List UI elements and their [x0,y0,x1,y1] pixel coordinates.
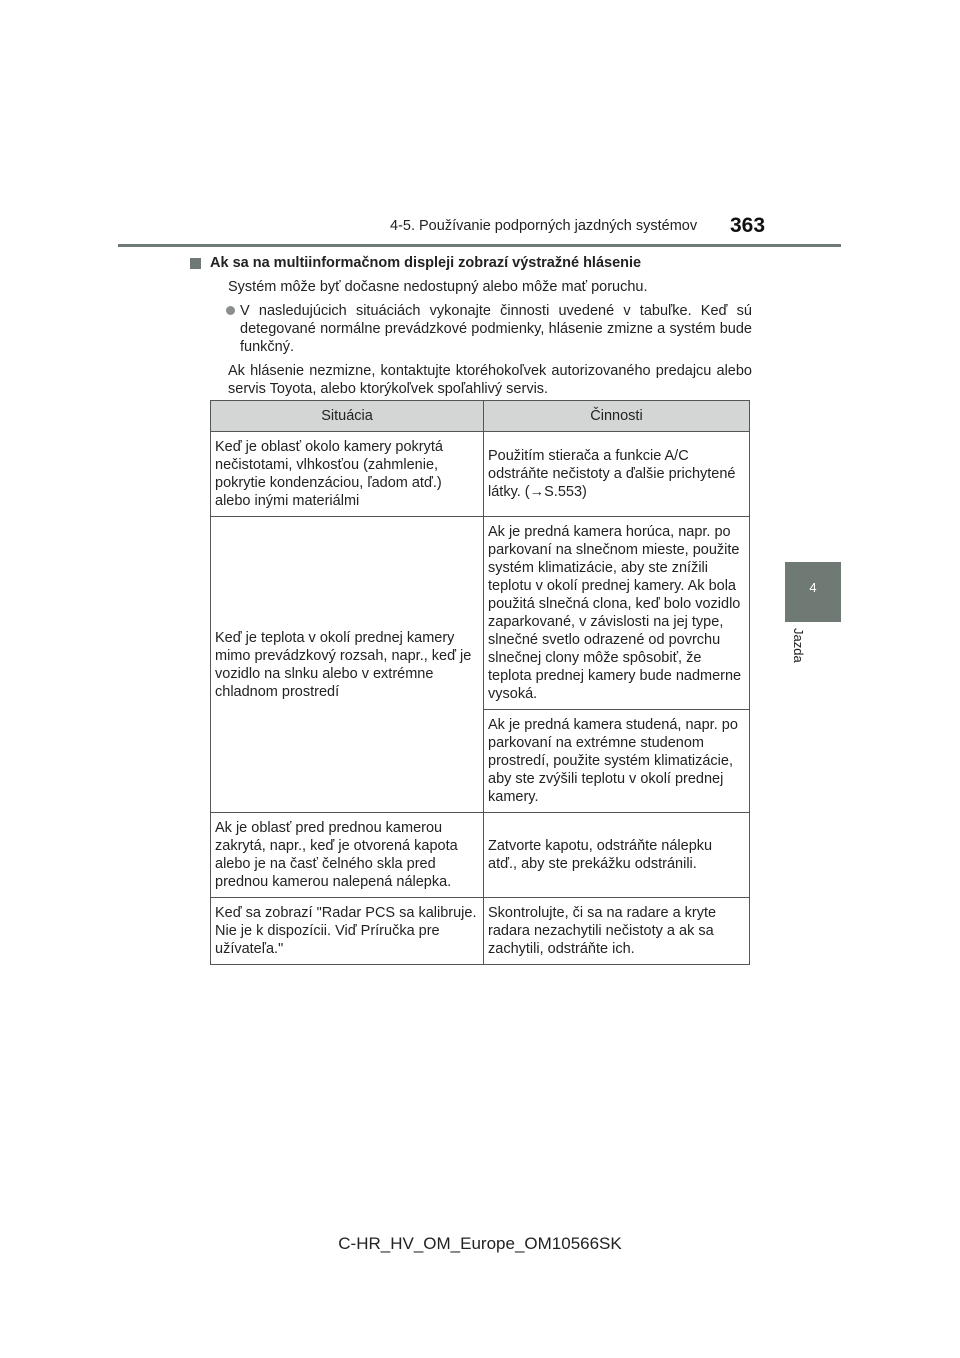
header-situation: Situácia [211,401,484,432]
warning-table [210,400,750,965]
table-row [211,898,750,965]
situation-cell: Keď je oblasť okolo kamery pokrytá nečistotami, vlhkosťou (zahmlenie, pokrytie kondenzáciou, ľadom atď.) alebo inými materiálmi [211,432,484,517]
header-actions: Činnosti [484,401,750,432]
bullet-item [210,302,752,356]
action-cell: Skontrolujte, či sa na radare a kryte radara nezachytili nečistoty a ak sa zachytili, odstráňte ich. [484,898,750,965]
situation-cell: Keď je teplota v okolí prednej kamery mimo prevádzkový rozsah, napr., keď je vozidlo na slnku alebo v extrémne chladnom prostredí [211,517,484,813]
chapter-number: 4 [809,580,817,595]
note-text: Ak hlásenie nezmizne, kontaktujte ktoréhokoľvek autorizovaného predajcu alebo servis Toyota, alebo ktorýkoľvek spoľahlivý servis. [228,363,752,397]
intro-text: Systém môže byť dočasne nedostupný alebo môže mať poruchu. [228,279,648,295]
situation-cell: Keď sa zobrazí "Radar PCS sa kalibruje. Nie je k dispozícii. Viď Príručka pre užívateľa." [211,898,484,965]
table-row [211,517,750,710]
section-heading [190,254,752,272]
action-cell: Ak je predná kamera horúca, napr. po parkovaní na slnečnom mieste, použite systém klimatizácie, aby ste znížili teplotu v okolí prednej kamery. Ak bola použitá slnečná clona, keď bolo vozidlo zaparkované, v závislosti na jej type, slnečné svetlo odrazené od povrchu slnečnej clony môže spôsobiť, že teplota prednej kamery bude nadmerne vysoká. [484,517,750,710]
table-header-row [211,401,750,432]
bullet-text: V nasledujúcich situáciách vykonajte činnosti uvedené v tabuľke. Keď sú detegované normálne prevádzkové podmienky, hlásenie zmizne a systém bude funkčný. [240,303,752,355]
round-bullet-icon [226,306,235,315]
action-cell: Zatvorte kapotu, odstráňte nálepku atď., aby ste prekážku odstránili. [484,813,750,898]
page-number: 363 [730,214,766,237]
section-title: 4-5. Používanie podporných jazdných systémov [390,218,698,234]
square-bullet-icon [190,258,201,269]
main-content [210,254,752,398]
table-row [211,432,750,517]
action-cell: Ak je predná kamera studená, napr. po parkovaní na extrémne studenom prostredí, použite systém klimatizácie, aby ste zvýšili teplotu v okolí prednej kamery. [484,710,750,813]
heading-text: Ak sa na multiinformačnom displeji zobrazí výstražné hlásenie [210,255,642,271]
document-id: C-HR_HV_OM_Europe_OM10566SK [338,1234,622,1253]
action-cell: Použitím stierača a funkcie A/C odstráňte nečistoty a ďalšie prichytené látky. (→S.553) [484,432,750,517]
situation-cell: Ak je oblasť pred prednou kamerou zakrytá, napr., keď je otvorená kapota alebo je na časť čelného skla pred prednou kamerou nalepená nálepka. [211,813,484,898]
header-divider [118,244,841,247]
table-row [211,813,750,898]
chapter-label-wrap [784,628,814,688]
chapter-label: Jazda [791,628,806,663]
